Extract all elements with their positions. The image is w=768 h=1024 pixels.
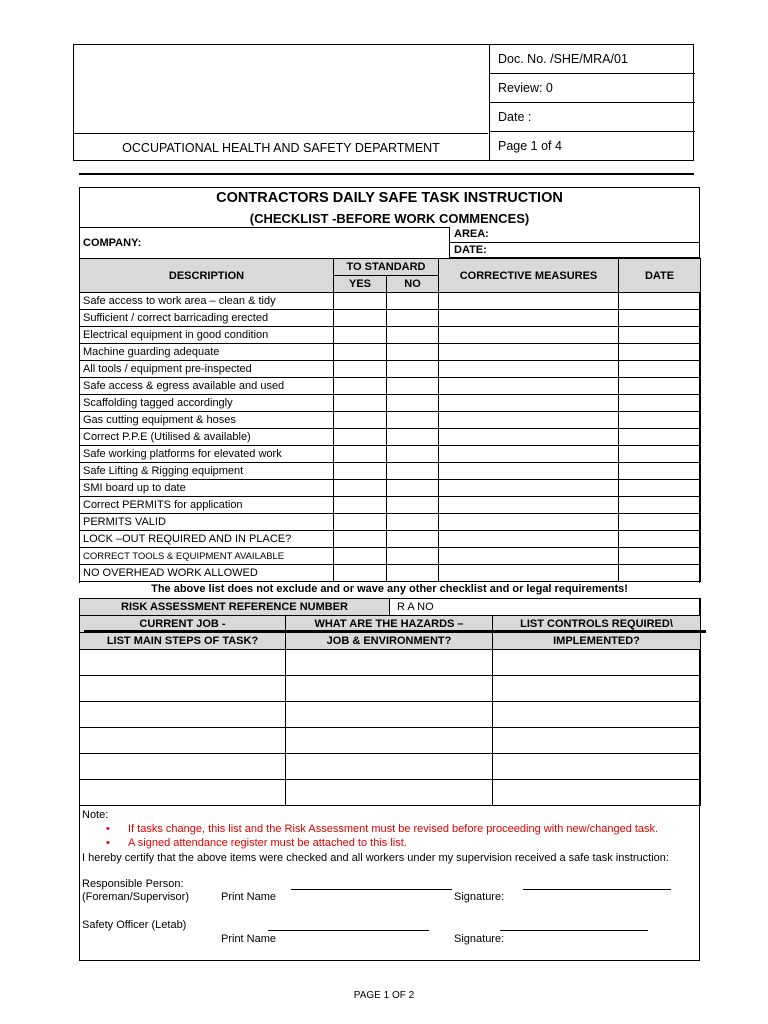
note-register: A signed attendance register must be attached to this list.	[128, 837, 407, 849]
signature-label: Signature:	[454, 933, 505, 945]
checklist-row	[80, 361, 701, 378]
yes-cell[interactable]	[334, 514, 387, 531]
yes-cell[interactable]	[334, 531, 387, 548]
checklist-item: LOCK –OUT REQUIRED AND IN PLACE?	[80, 531, 334, 548]
no-cell[interactable]	[387, 497, 439, 514]
checklist-row	[80, 310, 701, 327]
checklist-row	[80, 293, 701, 310]
corrective-cell[interactable]	[439, 429, 619, 446]
corrective-cell[interactable]	[439, 531, 619, 548]
yes-cell[interactable]	[334, 344, 387, 361]
yes-cell[interactable]	[334, 378, 387, 395]
checklist-row	[80, 463, 701, 480]
checklist-item: Sufficient / correct barricading erected	[80, 310, 334, 327]
col-description: DESCRIPTION	[80, 259, 334, 293]
yes-cell[interactable]	[334, 565, 387, 582]
area-date-block	[449, 227, 700, 258]
yes-cell[interactable]	[334, 412, 387, 429]
hazard-cell[interactable]	[286, 780, 493, 806]
no-cell[interactable]	[387, 429, 439, 446]
control-cell[interactable]	[493, 754, 701, 780]
signature-label: Signature:	[454, 891, 505, 903]
step-cell[interactable]	[80, 676, 286, 702]
date-cell[interactable]	[619, 412, 701, 429]
department-name: OCCUPATIONAL HEALTH AND SAFETY DEPARTMENT	[74, 133, 488, 162]
risk-assessment-row	[79, 598, 701, 616]
responsible-label: Responsible Person:	[82, 878, 184, 890]
checklist-item: Machine guarding adequate	[80, 344, 334, 361]
date-cell[interactable]	[619, 446, 701, 463]
date-cell[interactable]	[619, 565, 701, 582]
checklist-row	[80, 395, 701, 412]
company-label: COMPANY:	[83, 237, 142, 249]
certification-text: I hereby certify that the above items were checked and all workers under my supervision received a safe task instruction:	[82, 852, 669, 864]
foreman-label: (Foreman/Supervisor)	[82, 891, 189, 903]
checklist-item: Safe Lifting & Rigging equipment	[80, 463, 334, 480]
checklist-item: Correct PERMITS for application	[80, 497, 334, 514]
responsible-signature-line[interactable]	[523, 889, 671, 890]
col-corrective: CORRECTIVE MEASURES	[439, 259, 619, 293]
corrective-cell[interactable]	[439, 548, 619, 565]
corrective-cell[interactable]	[439, 310, 619, 327]
officer-signature-line[interactable]	[500, 930, 648, 931]
yes-cell[interactable]	[334, 293, 387, 310]
doc-number: Doc. No. /SHE/MRA/01	[490, 45, 695, 74]
step-cell[interactable]	[80, 780, 286, 806]
col-hazards: WHAT ARE THE HAZARDS –	[286, 616, 493, 633]
corrective-cell[interactable]	[439, 565, 619, 582]
checklist-row	[80, 344, 701, 361]
date-field[interactable]	[450, 243, 699, 258]
yes-cell[interactable]	[334, 327, 387, 344]
checklist-item: Electrical equipment in good condition	[80, 327, 334, 344]
document-header	[73, 44, 694, 161]
no-cell[interactable]	[387, 514, 439, 531]
risk-label: RISK ASSESSMENT REFERENCE NUMBER	[80, 599, 390, 616]
checklist-item: Gas cutting equipment & hoses	[80, 412, 334, 429]
task-steps-table	[79, 615, 701, 806]
review-number: Review: 0	[490, 74, 695, 103]
page-count: Page 1 of 4	[498, 139, 562, 153]
yes-cell[interactable]	[334, 429, 387, 446]
no-cell[interactable]	[387, 293, 439, 310]
control-cell[interactable]	[493, 650, 701, 676]
checklist-row	[80, 531, 701, 548]
checklist-row	[80, 412, 701, 429]
corrective-cell[interactable]	[439, 514, 619, 531]
checklist-item: Safe access to work area – clean & tidy	[80, 293, 334, 310]
no-cell[interactable]	[387, 395, 439, 412]
hazard-cell[interactable]	[286, 676, 493, 702]
date-cell[interactable]	[619, 361, 701, 378]
note-revise: If tasks change, this list and the Risk Assessment must be revised before proceeding with new/changed task.	[128, 823, 659, 835]
corrective-cell[interactable]	[439, 480, 619, 497]
checklist-table	[79, 227, 701, 582]
yes-cell[interactable]	[334, 548, 387, 565]
form-title: CONTRACTORS DAILY SAFE TASK INSTRUCTION	[216, 190, 563, 206]
hazard-cell[interactable]	[286, 728, 493, 754]
control-cell[interactable]	[493, 728, 701, 754]
date-cell[interactable]	[619, 293, 701, 310]
no-cell[interactable]	[387, 327, 439, 344]
checklist-item: SMI board up to date	[80, 480, 334, 497]
no-cell[interactable]	[387, 446, 439, 463]
no-cell[interactable]	[387, 531, 439, 548]
col-controls: LIST CONTROLS REQUIRED\	[493, 616, 701, 633]
hazard-cell[interactable]	[286, 650, 493, 676]
no-cell[interactable]	[387, 565, 439, 582]
no-cell[interactable]	[387, 361, 439, 378]
date-label: DATE:	[454, 244, 487, 256]
corrective-cell[interactable]	[439, 497, 619, 514]
corrective-cell[interactable]	[439, 378, 619, 395]
checklist-item: All tools / equipment pre-inspected	[80, 361, 334, 378]
control-cell[interactable]	[493, 780, 701, 806]
col-yes: YES	[334, 276, 387, 293]
checklist-item: NO OVERHEAD WORK ALLOWED	[80, 565, 334, 582]
date-cell[interactable]	[619, 395, 701, 412]
divider-bar	[84, 630, 706, 633]
checklist-row	[80, 378, 701, 395]
control-cell[interactable]	[493, 702, 701, 728]
safety-officer-label: Safety Officer (Letab)	[82, 919, 187, 931]
date-cell[interactable]	[619, 497, 701, 514]
corrective-cell[interactable]	[439, 327, 619, 344]
no-cell[interactable]	[387, 344, 439, 361]
corrective-cell[interactable]	[439, 361, 619, 378]
no-cell[interactable]	[387, 548, 439, 565]
checklist-row	[80, 565, 701, 582]
responsible-name-line[interactable]	[291, 889, 452, 890]
date-cell[interactable]	[619, 310, 701, 327]
risk-value: R A NO	[397, 601, 434, 613]
legal-notice: The above list does not exclude and or wave any other checklist and or legal requirements!	[79, 583, 700, 598]
checklist-item: CORRECT TOOLS & EQUIPMENT AVAILABLE	[80, 548, 334, 565]
no-cell[interactable]	[387, 412, 439, 429]
checklist-item: Safe working platforms for elevated work	[80, 446, 334, 463]
page-footer: PAGE 1 OF 2	[353, 990, 415, 1001]
checklist-row	[80, 480, 701, 497]
date-cell[interactable]	[619, 463, 701, 480]
corrective-cell[interactable]	[439, 344, 619, 361]
corrective-cell[interactable]	[439, 446, 619, 463]
corrective-cell[interactable]	[439, 463, 619, 480]
yes-cell[interactable]	[334, 395, 387, 412]
yes-cell[interactable]	[334, 310, 387, 327]
col-implemented: IMPLEMENTED?	[493, 633, 701, 650]
yes-cell[interactable]	[334, 480, 387, 497]
checklist-item: Correct P.P.E (Utilised & available)	[80, 429, 334, 446]
doc-date: Date :	[490, 103, 695, 132]
checklist-row	[80, 327, 701, 344]
no-cell[interactable]	[387, 480, 439, 497]
step-cell[interactable]	[80, 702, 286, 728]
area-label: AREA:	[454, 228, 489, 240]
hazard-cell[interactable]	[286, 702, 493, 728]
corrective-cell[interactable]	[439, 395, 619, 412]
area-field[interactable]	[450, 227, 699, 243]
col-current-job: CURRENT JOB -	[80, 616, 286, 633]
yes-cell[interactable]	[334, 446, 387, 463]
step-cell[interactable]	[80, 754, 286, 780]
date-cell[interactable]	[619, 327, 701, 344]
date-cell[interactable]	[619, 378, 701, 395]
yes-cell[interactable]	[334, 463, 387, 480]
yes-cell[interactable]	[334, 361, 387, 378]
checklist-item: PERMITS VALID	[80, 514, 334, 531]
corrective-cell[interactable]	[439, 293, 619, 310]
date-cell[interactable]	[619, 531, 701, 548]
checklist-item: Scaffolding tagged accordingly	[80, 395, 334, 412]
col-main-steps: LIST MAIN STEPS OF TASK?	[80, 633, 286, 650]
date-cell[interactable]	[619, 344, 701, 361]
corrective-cell[interactable]	[439, 412, 619, 429]
col-no: NO	[387, 276, 439, 293]
date-cell[interactable]	[619, 429, 701, 446]
yes-cell[interactable]	[334, 497, 387, 514]
checklist-row	[80, 548, 701, 565]
print-name-label: Print Name	[221, 933, 277, 945]
no-cell[interactable]	[387, 463, 439, 480]
form-subtitle: (CHECKLIST -BEFORE WORK COMMENCES)	[249, 211, 530, 226]
bullet-icon: •	[106, 837, 110, 849]
col-date: DATE	[619, 259, 701, 293]
no-cell[interactable]	[387, 310, 439, 327]
date-cell[interactable]	[619, 548, 701, 565]
bullet-icon: •	[106, 823, 110, 835]
col-to-standard: TO STANDARD	[334, 259, 439, 276]
checklist-row	[80, 514, 701, 531]
date-cell[interactable]	[619, 514, 701, 531]
step-cell[interactable]	[80, 728, 286, 754]
risk-number-field[interactable]	[390, 599, 701, 616]
note-label: Note:	[82, 809, 109, 821]
no-cell[interactable]	[387, 378, 439, 395]
header-divider	[79, 173, 694, 175]
hazard-cell[interactable]	[286, 754, 493, 780]
col-job-environment: JOB & ENVIRONMENT?	[286, 633, 493, 650]
checklist-row	[80, 446, 701, 463]
date-cell[interactable]	[619, 480, 701, 497]
checklist-row	[80, 497, 701, 514]
doc-info-column	[489, 45, 695, 161]
step-cell[interactable]	[80, 650, 286, 676]
print-name-label: Print Name	[221, 891, 277, 903]
checklist-item: Safe access & egress available and used	[80, 378, 334, 395]
control-cell[interactable]	[493, 676, 701, 702]
checklist-row	[80, 429, 701, 446]
officer-name-line[interactable]	[268, 930, 429, 931]
